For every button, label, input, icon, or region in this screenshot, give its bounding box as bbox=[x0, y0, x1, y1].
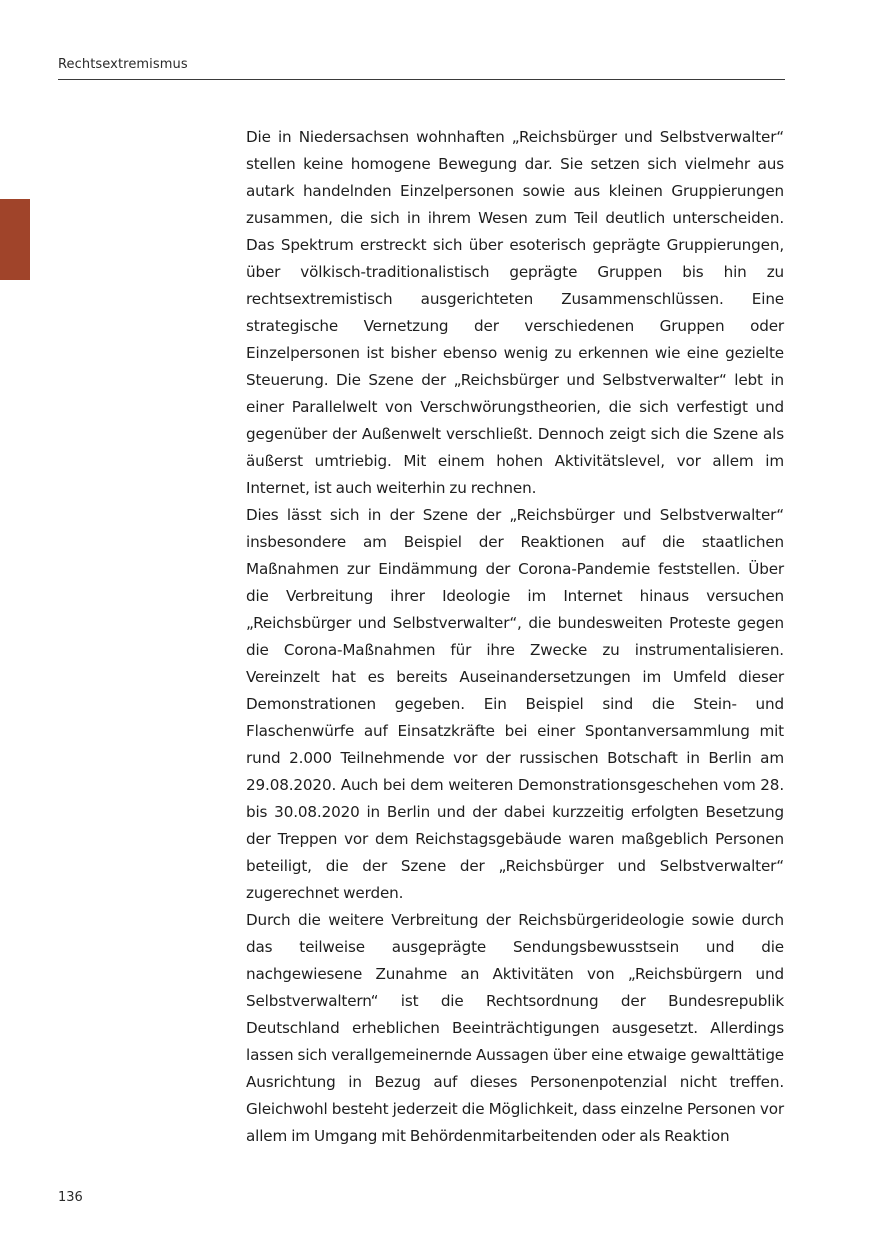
body-text bbox=[246, 124, 784, 1150]
header-rule bbox=[58, 79, 785, 80]
page-number: 136 bbox=[58, 1190, 83, 1205]
paragraph-3: Durch die weitere Verbreitung der Reichsbürgerideologie sowie durch das teilweise ausgeprägte Sendungsbewusstsein und die nachgewiesene Zunahme an Aktivitäten von „Reichsbürgern und Selbstverwaltern“ ist die Rechtsordnung der Bundesrepublik Deutschland erheblichen Beeinträchtigungen ausgesetzt. Allerdings lassen sich verallgemeinernde Aussagen über eine etwaige gewalttätige Ausrichtung in Bezug auf dieses Personenpotenzial nicht treffen. Gleichwohl besteht jederzeit die Möglichkeit, dass einzelne Personen vor allem im Umgang mit Behördenmitarbeitenden oder als Reaktion bbox=[246, 911, 784, 1145]
running-header: Rechtsextremismus bbox=[58, 57, 188, 72]
chapter-side-tab bbox=[0, 199, 30, 280]
paragraph-2: Dies lässt sich in der Szene der „Reichsbürger und Selbstverwalter“ insbesondere am Beispiel der Reaktionen auf die staatlichen Maßnahmen zur Eindämmung der Corona-Pandemie feststellen. Über die Verbreitung ihrer Ideologie im Internet hinaus versuchen „Reichsbürger und Selbstverwalter“, die bundesweiten Proteste gegen die Corona-Maßnahmen für ihre Zwecke zu instrumentalisieren. Vereinzelt hat es bereits Auseinandersetzungen im Umfeld dieser Demonstrationen gegeben. Ein Beispiel sind die Stein- und Flaschenwürfe auf Einsatzkräfte bei einer Spontanversammlung mit rund 2.000 Teilnehmende vor der russischen Botschaft in Berlin am 29.08.2020. Auch bei dem weiteren Demonstrationsgeschehen vom 28. bis 30.08.2020 in Berlin und der dabei kurzzeitig erfolgten Besetzung der Treppen vor dem Reichstagsgebäude waren maßgeblich Personen beteiligt, die der Szene der „Reichsbürger und Selbstverwalter“ zugerechnet werden. bbox=[246, 506, 784, 902]
paragraph-1: Die in Niedersachsen wohnhaften „Reichsbürger und Selbstverwalter“ stellen keine homogene Bewegung dar. Sie setzen sich vielmehr aus autark handelnden Einzelpersonen sowie aus kleinen Gruppierungen zusammen, die sich in ihrem Wesen zum Teil deutlich unterscheiden. Das Spektrum erstreckt sich über esoterisch geprägte Gruppierungen, über völkisch-traditionalistisch geprägte Gruppen bis hin zu rechtsextremistisch ausgerichteten Zusammenschlüssen. Eine strategische Vernetzung der verschiedenen Gruppen oder Einzelpersonen ist bisher ebenso wenig zu erkennen wie eine gezielte Steuerung. Die Szene der „Reichsbürger und Selbstverwalter“ lebt in einer Parallelwelt von Verschwörungstheorien, die sich verfestigt und gegenüber der Außenwelt verschließt. Dennoch zeigt sich die Szene als äußerst umtriebig. Mit einem hohen Aktivitätslevel, vor allem im Internet, ist auch weiterhin zu rechnen. bbox=[246, 128, 784, 497]
